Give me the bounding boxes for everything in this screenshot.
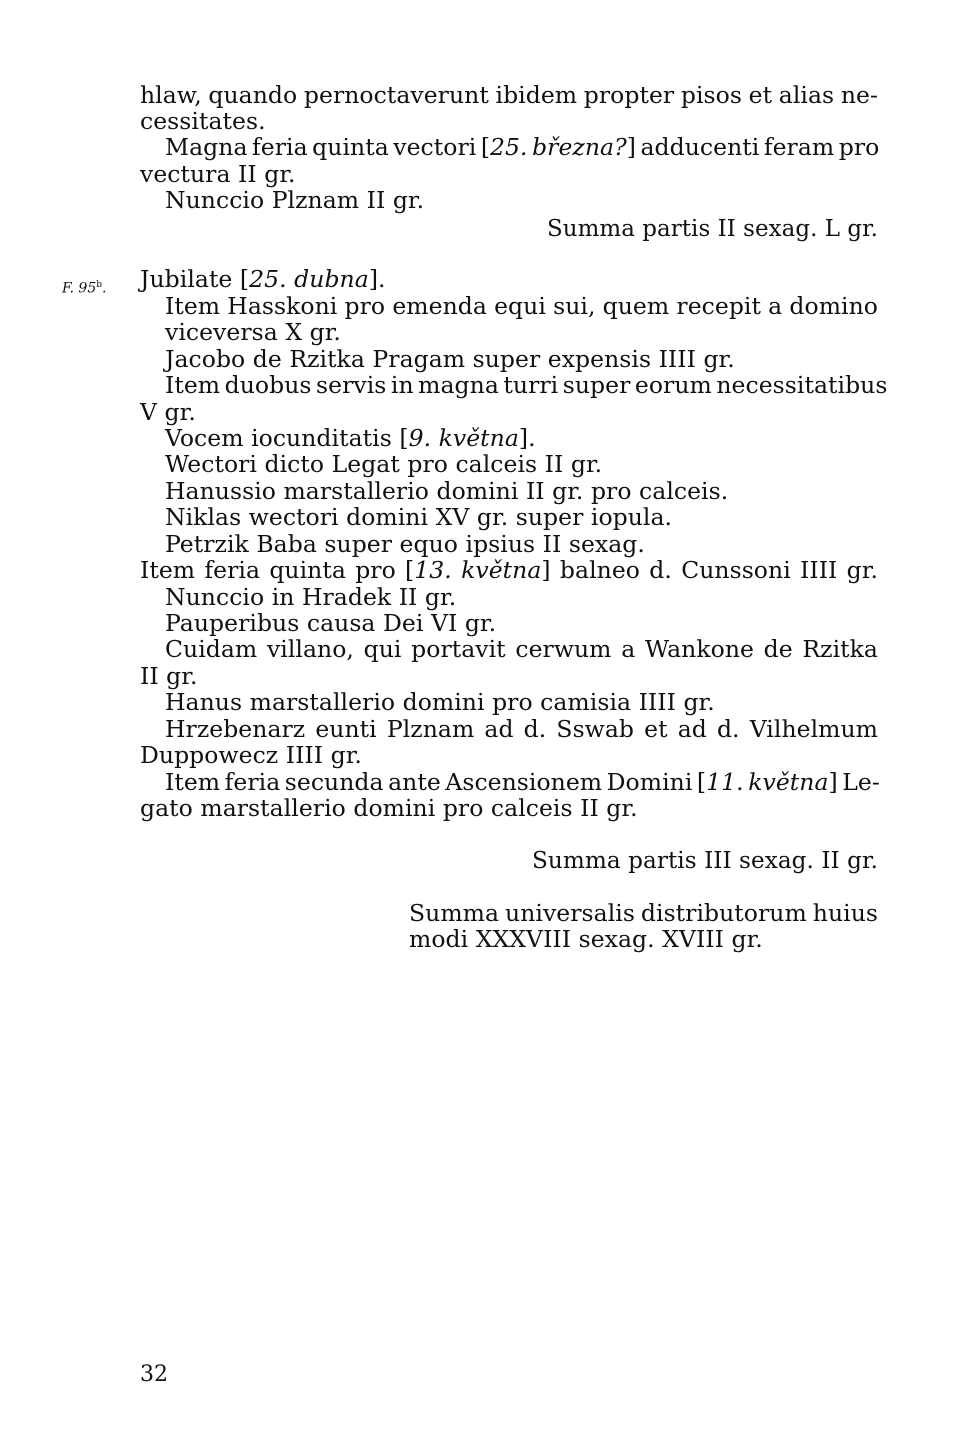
text-line <box>0 793 960 823</box>
editorial-date: 13. května <box>414 556 542 584</box>
text-run: Pauperibus causa Dei VI gr. <box>165 609 497 637</box>
text-run: Nunccio Plznam II gr. <box>165 186 425 214</box>
text-line <box>0 185 960 215</box>
text-line-content <box>140 555 878 585</box>
text-run: hlaw, quando pernoctaverunt ibidem propter pisos et alias ne- <box>140 81 878 109</box>
text-run: II gr. <box>140 662 198 690</box>
folio-dot: . <box>102 280 107 297</box>
text-run: Niklas wectori domini XV gr. super iopula. <box>165 503 673 531</box>
text-line <box>0 740 960 770</box>
text-run: Item feria quinta pro [ <box>140 556 415 584</box>
text-run: Hanussio marstallerio domini II gr. pro calceis. <box>165 477 729 505</box>
text-line-content <box>165 370 887 400</box>
text-line-content <box>165 449 602 479</box>
text-run: ] balneo d. Cunssoni IIII gr. <box>541 556 878 584</box>
text-run: ]. <box>518 424 536 452</box>
text-line-content <box>532 845 878 875</box>
text-run: modi XXXVIII sexag. XVIII gr. <box>409 925 763 953</box>
text-line-content <box>165 502 672 532</box>
text-line-content <box>140 793 638 823</box>
editorial-date: 25. dubna <box>249 265 369 293</box>
text-run: cessitates. <box>140 107 266 135</box>
text-line <box>0 132 960 162</box>
folio-margin-note <box>62 276 106 298</box>
text-line-content <box>140 264 386 294</box>
text-run: Item Hasskoni pro emenda equi sui, quem recepit a domino <box>165 292 878 320</box>
text-run: Vocem iocunditatis [ <box>165 424 409 452</box>
text-line-content <box>165 687 715 717</box>
editorial-date: 25. března? <box>490 133 627 161</box>
text-line-content <box>165 634 878 664</box>
text-line-content <box>140 740 362 770</box>
text-line <box>0 317 960 347</box>
page-number: 32 <box>140 1362 168 1387</box>
text-run: Hanus marstallerio domini pro camisia IIII gr. <box>165 688 715 716</box>
text-line-content <box>547 213 878 243</box>
text-run: Nunccio in Hradek II gr. <box>165 583 457 611</box>
text-line-content <box>165 132 879 162</box>
text-run: gato marstallerio domini pro calceis II gr. <box>140 794 638 822</box>
text-run: ]. <box>368 265 386 293</box>
text-run: Wectori dicto Legat pro calceis II gr. <box>165 450 603 478</box>
text-run: Jubilate [ <box>140 265 250 293</box>
text-line-content <box>165 185 424 215</box>
text-line <box>0 555 960 585</box>
text-line <box>0 449 960 479</box>
text-line <box>0 370 960 400</box>
text-line <box>0 924 960 954</box>
text-line-content <box>165 317 341 347</box>
editorial-date: 9. května <box>408 424 519 452</box>
text-run: Jacobo de Rzitka Pragam super expensis IIII gr. <box>165 345 735 373</box>
text-run: ] adducenti feram pro <box>626 133 880 161</box>
text-line <box>0 213 960 243</box>
text-run: viceversa X gr. <box>165 318 341 346</box>
text-run: vectura II gr. <box>140 160 296 188</box>
text-line <box>0 264 960 294</box>
text-run: Petrzik Baba super equo ipsius II sexag. <box>165 530 645 558</box>
text-run: ] Le- <box>828 768 880 796</box>
folio-side: b <box>96 280 103 290</box>
folio-label: F. 95 <box>62 280 97 297</box>
text-run: Summa partis II sexag. L gr. <box>547 214 878 242</box>
text-run: Summa universalis distributorum huius <box>409 899 878 927</box>
editorial-date: 11. května <box>706 768 829 796</box>
text-line <box>0 634 960 664</box>
text-line-content <box>409 924 763 954</box>
text-run: Item duobus servis in magna turri super eorum necessitatibus <box>165 371 888 399</box>
text-run: Magna feria quinta vectori [ <box>165 133 491 161</box>
text-run: Summa partis III sexag. II gr. <box>532 846 878 874</box>
text-line <box>0 502 960 532</box>
text-line <box>0 687 960 717</box>
text-run: Hrzebenarz eunti Plznam ad d. Sswab et ad d. Vilhelmum <box>165 715 878 743</box>
text-run: Duppowecz IIII gr. <box>140 741 362 769</box>
text-line <box>0 845 960 875</box>
text-run: Cuidam villano, qui portavit cerwum a Wankone de Rzitka <box>165 635 878 663</box>
text-run: V gr. <box>140 398 196 426</box>
text-run: Item feria secunda ante Ascensionem Domini [ <box>165 768 707 796</box>
